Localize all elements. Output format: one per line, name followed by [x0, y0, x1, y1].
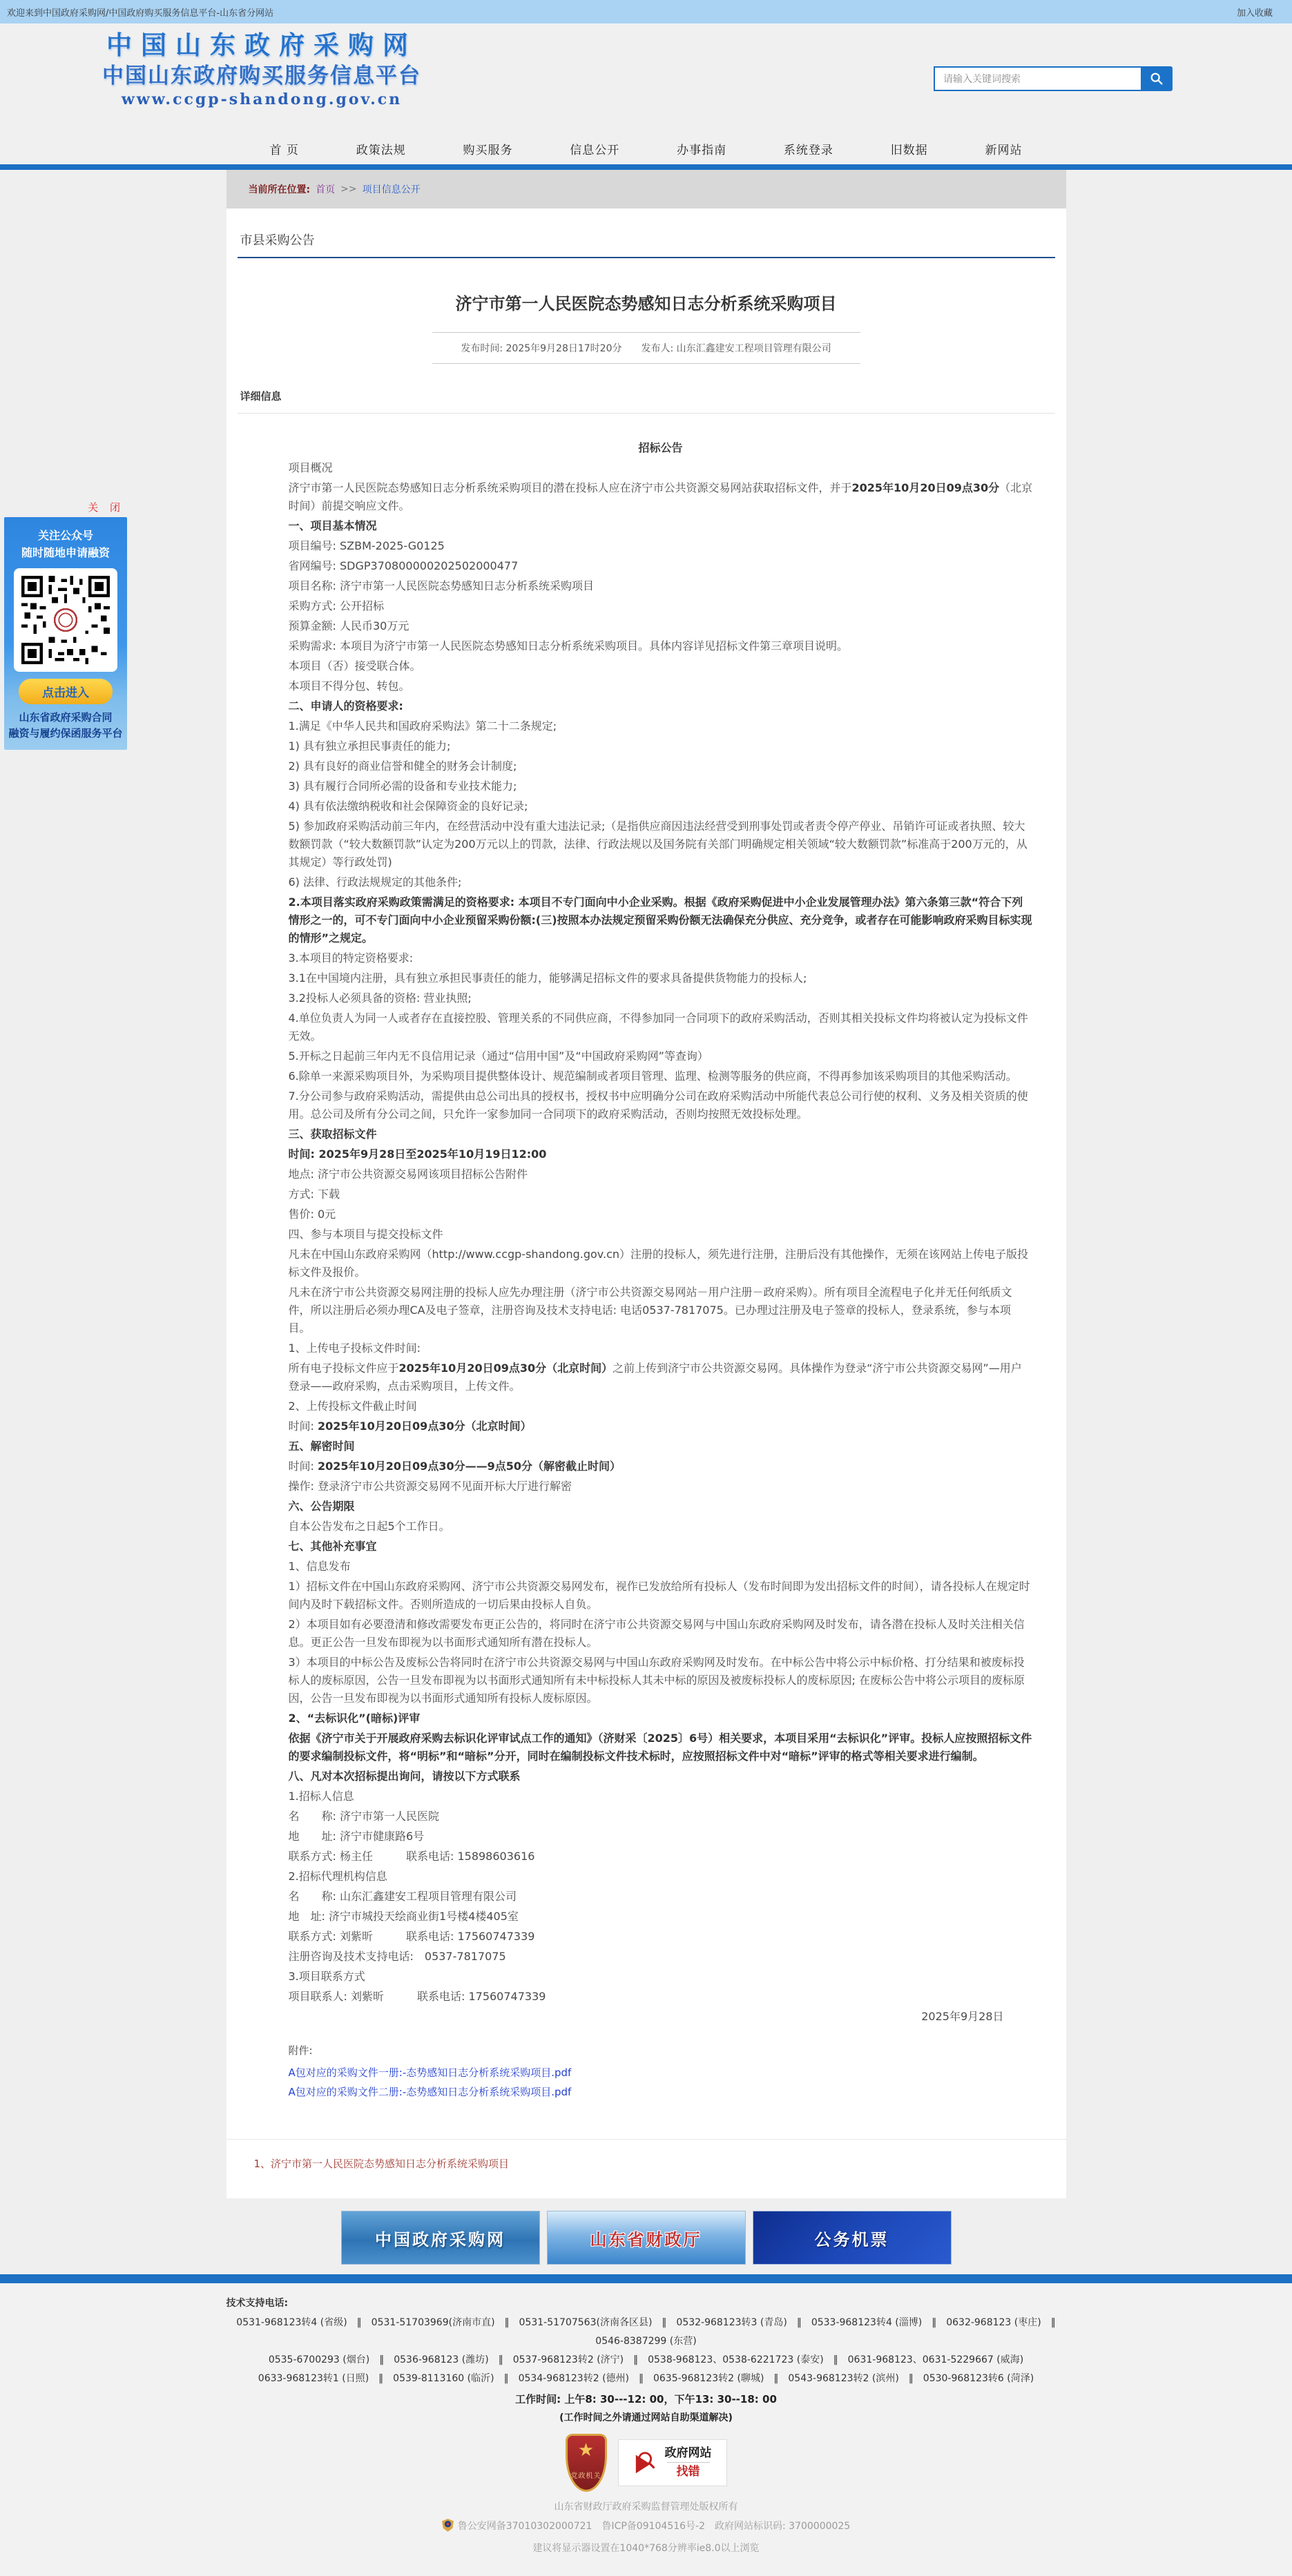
- work-time: 工作时间: 上午8: 30---12: 00，下午13: 30--18: 00: [515, 2393, 777, 2405]
- doc-paragraph: 操作: 登录济宁市公共资源交易网不见面开标大厅进行解密: [288, 1480, 572, 1493]
- support-phone-line: 0531-968123转4 (省级) ‖ 0531-51703969(济南市直) ‖ 0531-51707563(济南各区县) ‖ 0532-968123转3 (青岛) ‖ 0533-968123转4 (淄博) ‖ 0632-968123 (枣庄) ‖: [236, 2317, 1056, 2328]
- nav-item[interactable]: 办事指南: [677, 143, 727, 157]
- doc-paragraph: 地 址: 济宁市健康路6号: [288, 1830, 425, 1843]
- police-badge-icon: [442, 2519, 454, 2539]
- doc-paragraph: 省网编号: SDGP370800000202502000477: [288, 559, 519, 572]
- doc-paragraph: 时间: 2025年10月20日09点30分——9点50分（解密截止时间）: [288, 1460, 621, 1473]
- doc-paragraph: 1.满足《中华人民共和国政府采购法》第二十二条规定;: [288, 719, 557, 733]
- nav-item[interactable]: 系统登录: [783, 143, 833, 157]
- doc-paragraph: 七、其他补充事宜: [288, 1540, 377, 1553]
- widget-close-link[interactable]: 关 闭: [88, 501, 124, 514]
- doc-paragraph: 地点: 济宁市公共资源交易网该项目招标公告附件: [288, 1168, 528, 1181]
- partner-banner-row: [0, 2211, 1292, 2265]
- doc-paragraph: 六、公告期限: [288, 1500, 355, 1513]
- attachment-link[interactable]: A包对应的采购文件一册:-态势感知日志分析系统采购项目.pdf: [288, 2066, 572, 2079]
- party-gov-badge[interactable]: [566, 2434, 607, 2492]
- support-phone-lines: [218, 2314, 1074, 2388]
- doc-paragraph: 2、“去标识化”(暗标)评审: [288, 1712, 421, 1725]
- attachment-list: [289, 2063, 1033, 2102]
- doc-paragraph: 采购需求: 本项目为济宁市第一人民医院态势感知日志分析系统采购项目。具体内容详见招标文件第三章项目说明。: [288, 639, 848, 652]
- logo-url: www.ccgp-shandong.gov.cn: [121, 90, 403, 109]
- doc-paragraph: 3）本项目的中标公告及废标公告将同时在济宁市公共资源交易网与中国山东政府采购网及时发布。在中标公告中将公示中标价格、打分结果和被废标投标人的废标原因，公告一旦发布即视为以书面形式通知所有未中标投标人其未中标的原因及被废标投标人的废标原因; 在废标公告中将公示项目的废标原因，公告一旦发布即视为以书面形式通知所有投标人废标原因。: [288, 1656, 1025, 1705]
- logo-subtitle: 中国山东政府购买服务信息平台: [102, 64, 421, 89]
- doc-body: [226, 414, 1066, 2032]
- doc-paragraph: 名 称: 山东汇鑫建安工程项目管理有限公司: [288, 1890, 517, 1903]
- doc-paragraph: 2025年9月28日: [921, 2010, 1004, 2023]
- doc-paragraph: 五、解密时间: [288, 1440, 355, 1453]
- nav-item[interactable]: 首 页: [269, 143, 299, 157]
- doc-paragraph: 4) 具有依法缴纳税收和社会保障资金的良好记录;: [288, 800, 528, 813]
- gov-badges: [218, 2434, 1074, 2492]
- copyright-line2: 鲁公安网备37010302000721 鲁ICP备09104516号-2 政府网站标识码: 3700000025: [457, 2521, 851, 2532]
- publish-meta: 发布时间: 2025年9月28日17时20分 发布人: 山东汇鑫建安工程项目管理有限公司: [432, 332, 860, 364]
- welcome-text: 欢迎来到中国政府采购网/中国政府购买服务信息平台-山东省分网站: [7, 8, 274, 19]
- doc-paragraph: 6.除单一来源采购项目外，为采购项目提供整体设计、规范编制或者项目管理、监理、检测等服务的供应商，不得再参加该采购项目的其他采购活动。: [288, 1069, 1017, 1083]
- doc-paragraph: 1、上传电子投标文件时间:: [288, 1342, 421, 1355]
- partner-banner[interactable]: 中国政府采购网: [341, 2211, 540, 2265]
- doc-paragraph: 3.本项目的特定资格要求:: [288, 951, 414, 965]
- doc-paragraph: 项目联系人: 刘紫昕 联系电话: 17560747339: [288, 1990, 546, 2003]
- attachment-label: 附件:: [288, 2044, 313, 2057]
- doc-paragraph: 项目名称: 济宁市第一人民医院态势感知日志分析系统采购项目: [288, 579, 594, 592]
- search-bar: [934, 66, 1173, 91]
- related-announcement-link[interactable]: 1、济宁市第一人民医院态势感知日志分析系统采购项目: [253, 2158, 510, 2170]
- search-button[interactable]: [1141, 66, 1173, 91]
- copyright-line3: 建议将显示器设置在1040*768分辨率ie8.0以上浏览: [532, 2543, 760, 2554]
- qr-code: [14, 568, 117, 672]
- gov-site-error-report-badge[interactable]: [618, 2439, 727, 2486]
- doc-paragraph: 时间: 2025年10月20日09点30分（北京时间）: [288, 1420, 532, 1433]
- nav-divider: [0, 164, 1292, 170]
- top-welcome-bar: [0, 0, 1292, 23]
- support-phone-line: 0535-6700293 (烟台) ‖ 0536-968123 (潍坊) ‖ 0537-968123转2 (济宁) ‖ 0538-968123、0538-6221723 (泰安) ‖ 0631-968123、0631-5229667 (威海): [268, 2354, 1024, 2365]
- support-phone-line: 0546-8387299 (东营): [595, 2336, 697, 2347]
- breadcrumb: [226, 170, 1066, 209]
- site-logo: [102, 29, 421, 110]
- doc-paragraph: 二、申请人的资格要求:: [288, 699, 403, 713]
- breadcrumb-current-link[interactable]: 项目信息公开: [362, 184, 421, 195]
- nav-item[interactable]: 购买服务: [463, 143, 513, 157]
- logo-title: 中国山东政府采购网: [106, 30, 417, 60]
- doc-paragraph: 2、上传投标文件截止时间: [288, 1400, 417, 1413]
- doc-paragraph: 注册咨询及技术支持电话: 0537-7817075: [288, 1950, 506, 1963]
- doc-paragraph: 一、项目基本情况: [288, 519, 377, 532]
- party-emblem-icon: ★: [577, 2440, 595, 2461]
- doc-paragraph: 凡未在济宁市公共资源交易网注册的投标人应先办理注册（济宁市公共资源交易网站－用户注册－政府采购）。所有项目全流程电子化并无任何纸质文件，所以注册后必须办理CA及电子签章，注册咨询及技术支持电话: 电话0537-7817075。已办理过注册及电子签章的投标人，登录系统，参与本项目。: [288, 1286, 1012, 1335]
- doc-paragraph: 依据《济宁市关于开展政府采购去标识化评审试点工作的通知》（济财采〔2025〕6号）相关要求，本项目采用“去标识化”评审。投标人应按照招标文件的要求编制投标文件，将“明标”和“暗标”分开，同时在编制投标文件技术标时，应按照招标文件中对“暗标”评审的格式等相关要求进行编制。: [288, 1732, 1032, 1763]
- partner-banner[interactable]: 山东省财政厅: [547, 2211, 746, 2265]
- support-phone-label: 技术支持电话:: [226, 2298, 289, 2309]
- site-header: [0, 23, 1292, 133]
- widget-caption-line2: 融资与履约保函服务平台: [8, 727, 123, 739]
- widget-enter-button[interactable]: 点击进入: [19, 679, 113, 704]
- doc-paragraph: 本项目（否）接受联合体。: [288, 659, 421, 672]
- doc-paragraph: 7.分公司参与政府采购活动，需提供由总公司出具的授权书，授权书中应明确分公司在政府采购活动中所能代表总公司行使的权利、义务及相关资质的使用。总公司及所有分公司之间，只允许一家参加同一合同项下的政府采购活动，否则均按照无效投标处理。: [288, 1090, 1028, 1121]
- doc-paragraph: 3.2投标人必须具备的资格: 营业执照;: [288, 991, 472, 1005]
- doc-paragraph: 方式: 下载: [288, 1188, 340, 1201]
- doc-paragraph: 5) 参加政府采购活动前三年内，在经营活动中没有重大违法记录;（是指供应商因违法经营受到刑事处罚或者责令停产停业、吊销许可证或者执照、较大数额罚款（“较大数额罚款”认定为200万元以上的罚款，法律、行政法规以及国务院有关部门明确规定相关领域“较大数额罚款”标准高于200万元的，从其规定）等行政处罚): [288, 820, 1028, 869]
- financing-float-widget: [4, 500, 127, 750]
- doc-paragraph: 四、参与本项目与提交投标文件: [288, 1228, 443, 1241]
- breadcrumb-separator: >>: [340, 184, 357, 195]
- doc-paragraph: 5.开标之日起前三年内无不良信用记录（通过“信用中国”及“中国政府采购网”等查询）: [288, 1049, 708, 1063]
- doc-paragraph: 采购方式: 公开招标: [288, 599, 384, 612]
- doc-paragraph: 3) 具有履行合同所必需的设备和专业技术能力;: [288, 779, 517, 793]
- doc-paragraph: 凡未在中国山东政府采购网（http://www.ccgp-shandong.gov.cn）注册的投标人，须先进行注册，注册后没有其他操作，无须在该网站上传电子版投标文件及报价。: [288, 1248, 1029, 1279]
- doc-paragraph: 2) 具有良好的商业信誉和健全的财务会计制度;: [288, 759, 517, 773]
- attachment-link[interactable]: A包对应的采购文件二册:-态势感知日志分析系统采购项目.pdf: [288, 2086, 572, 2098]
- doc-paragraph: 地 址: 济宁市城投天绘商业街1号楼4楼405室: [288, 1910, 519, 1923]
- doc-paragraph: 预算金额: 人民币30万元: [288, 619, 409, 632]
- add-favorite-link[interactable]: 加入收藏: [1236, 8, 1273, 19]
- nav-item[interactable]: 信息公开: [570, 143, 620, 157]
- error-report-magnifier-icon: [633, 2450, 659, 2476]
- widget-caption-line1: 山东省政府采购合同: [19, 711, 113, 724]
- work-time-note: (工作时间之外请通过网站自助渠道解决): [559, 2412, 733, 2423]
- support-phone-line: 0633-968123转1 (日照) ‖ 0539-8113160 (临沂) ‖ 0534-968123转2 (德州) ‖ 0635-968123转2 (聊城) ‖ 0543-968123转2 (滨州) ‖ 0530-968123转6 (菏泽): [258, 2373, 1034, 2384]
- party-badge-label: 党政机关: [570, 2472, 601, 2480]
- copyright-line2-wrap: [218, 2517, 1074, 2539]
- doc-paragraph: 招标公告: [638, 441, 683, 454]
- doc-paragraph: 自本公告发布之日起5个工作日。: [288, 1520, 450, 1533]
- breadcrumb-label: 当前所在位置:: [248, 184, 311, 195]
- error-report-text2: 找错: [667, 2462, 710, 2481]
- section-title: 市县采购公告: [238, 226, 1055, 258]
- error-report-text1: 政府网站: [664, 2446, 712, 2460]
- doc-paragraph: 2.招标代理机构信息: [288, 1870, 387, 1883]
- doc-paragraph: 项目概况: [288, 461, 333, 474]
- main-nav-bar: [0, 133, 1292, 164]
- attachments-section: [226, 2032, 1066, 2125]
- doc-paragraph: 联系方式: 刘紫昕 联系电话: 17560747339: [288, 1930, 535, 1943]
- detail-info-label: 详细信息: [238, 389, 1055, 414]
- doc-paragraph: 济宁市第一人民医院态势感知日志分析系统采购项目的潜在投标人应在济宁市公共资源交易网站获取招标文件，并于2025年10月20日09点30分（北京时间）前提交响应文件。: [288, 481, 1033, 512]
- doc-paragraph: 2.本项目落实政府采购政策需满足的资格要求: 本项目不专门面向中小企业采购。根据《政府采购促进中小企业发展管理办法》第六条第三款“符合下列情形之一的，可不专门面向中小企业预留采购份额:(三)按照本办法规定预留采购份额无法确保充分供应、充分竞争，或者存在可能影响政府采购目标实现的情形”之规定。: [288, 895, 1032, 945]
- doc-paragraph: 1) 具有独立承担民事责任的能力;: [288, 739, 451, 753]
- doc-paragraph: 名 称: 济宁市第一人民医院: [288, 1810, 439, 1823]
- partner-banner[interactable]: 公务机票: [753, 2211, 952, 2265]
- doc-paragraph: 4.单位负责人为同一人或者存在直接控股、管理关系的不同供应商，不得参加同一合同项下的政府采购活动，否则其相关投标文件均将被认定为投标文件无效。: [288, 1011, 1028, 1043]
- doc-paragraph: 6) 法律、行政法规规定的其他条件;: [288, 875, 462, 889]
- doc-paragraph: 1、信息发布: [288, 1560, 351, 1573]
- doc-paragraph: 售价: 0元: [288, 1208, 336, 1221]
- breadcrumb-home-link[interactable]: 首页: [316, 184, 336, 195]
- doc-paragraph: 1）招标文件在中国山东政府采购网、济宁市公共资源交易网发布，视作已发放给所有投标人（发布时间即为发出招标文件的时间），请各投标人在规定时间内及时下载招标文件。否则所造成的一切后果由投标人自负。: [288, 1580, 1030, 1611]
- copyright-line1: 山东省财政厅政府采购监督管理处版权所有: [554, 2501, 738, 2512]
- doc-paragraph: 2）本项目如有必要澄清和修改需要发布更正公告的，将同时在济宁市公共资源交易网与中国山东政府采购网及时发布，请各潜在投标人及时关注相关信息。更正公告一旦发布即视为以书面形式通知所有潜在投标人。: [288, 1618, 1025, 1649]
- announcement-card: [226, 209, 1066, 2198]
- doc-paragraph: 时间: 2025年9月28日至2025年10月19日12:00: [288, 1147, 547, 1161]
- doc-paragraph: 三、获取招标文件: [288, 1127, 377, 1141]
- doc-paragraph: 本项目不得分包、转包。: [288, 679, 410, 693]
- doc-paragraph: 1.招标人信息: [288, 1790, 354, 1803]
- footer-divider-bar: [0, 2274, 1292, 2283]
- nav-item[interactable]: 新网站: [985, 143, 1023, 157]
- nav-item[interactable]: 政策法规: [356, 143, 406, 157]
- nav-item[interactable]: 旧数据: [890, 143, 928, 157]
- doc-paragraph: 八、凡对本次招标提出询问，请按以下方式联系: [288, 1770, 521, 1783]
- site-footer: [0, 2283, 1292, 2576]
- doc-paragraph: 项目编号: SZBM-2025-G0125: [288, 539, 445, 552]
- doc-paragraph: 3.1在中国境内注册，具有独立承担民事责任的能力，能够满足招标文件的要求具备提供货物能力的投标人;: [288, 971, 807, 985]
- main-nav: [270, 133, 1023, 164]
- doc-paragraph: 3.项目联系方式: [288, 1970, 365, 1983]
- doc-paragraph: 联系方式: 杨主任 联系电话: 15898603616: [288, 1850, 535, 1863]
- related-section: [226, 2139, 1066, 2198]
- search-input[interactable]: [934, 66, 1141, 91]
- widget-panel: [4, 517, 127, 750]
- search-icon: [1149, 71, 1164, 86]
- widget-title-line2: 随时随地申请融资: [21, 546, 110, 559]
- widget-title-line1: 关注公众号: [37, 529, 93, 542]
- page-title: 济宁市第一人民医院态势感知日志分析系统采购项目: [455, 294, 837, 313]
- doc-paragraph: 所有电子投标文件应于2025年10月20日09点30分（北京时间）之前上传到济宁市公共资源交易网。具体操作为登录“济宁市公共资源交易网”—用户登录——政府采购，点击采购项目，上传文件。: [288, 1362, 1022, 1393]
